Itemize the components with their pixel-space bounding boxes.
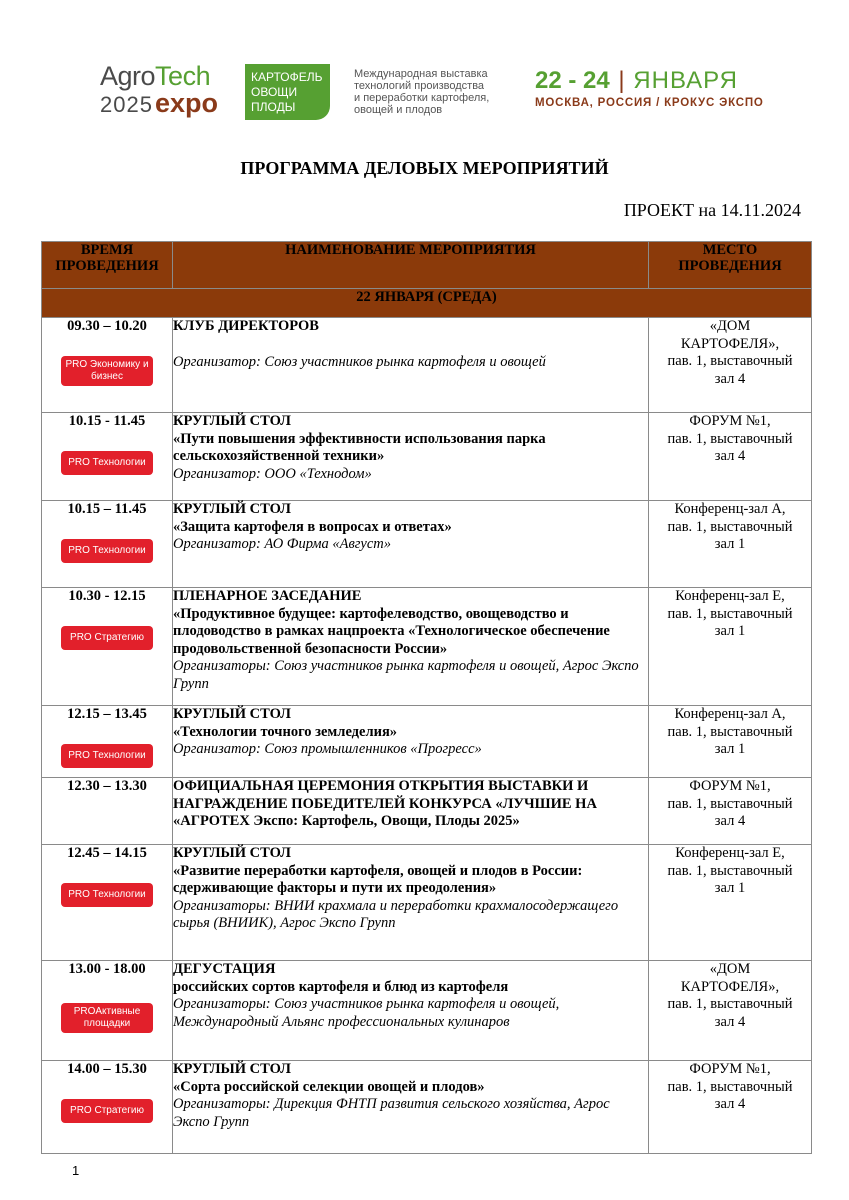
event-time: 10.30 - 12.15 <box>68 588 146 604</box>
event-place-line: «ДОМ <box>709 961 751 977</box>
event-place-line: «ДОМ <box>709 318 751 334</box>
draft-date: ПРОЕКТ на 14.11.2024 <box>623 200 801 220</box>
track-badge <box>61 626 153 650</box>
event-title: «Сорта российской селекции овощей и плодов» <box>173 1078 485 1095</box>
event-time: 09.30 – 10.20 <box>67 318 147 334</box>
exhibition-topics-box <box>245 64 330 120</box>
event-place-line: Конференц-зал А, <box>674 501 786 517</box>
date-range: 22 - 24 <box>535 67 610 94</box>
event-type: ДЕГУСТАЦИЯ <box>173 961 276 977</box>
table-row <box>42 1061 812 1154</box>
event-place-line: зал 4 <box>714 813 746 829</box>
event-name-cell <box>173 501 649 588</box>
event-name-cell <box>173 706 649 778</box>
track-badge <box>61 451 153 475</box>
event-title: российских сортов картофеля и блюд из картофеля <box>173 978 509 995</box>
event-place-line: пав. 1, выставочный <box>667 605 793 622</box>
track-badge <box>61 883 153 907</box>
event-title: ОФИЦИАЛЬНАЯ ЦЕРЕМОНИЯ ОТКРЫТИЯ ВЫСТАВКИ И НАГРАЖДЕНИЕ ПОБЕДИТЕЛЕЙ КОНКУРСА «ЛУЧШИЕ НА «АГРОТЕХ Экспо: Картофель, Овощи, Плоды 2025» <box>173 778 597 829</box>
event-organizer: Организатор: ООО «Технодом» <box>173 465 372 482</box>
event-organizer: Организаторы: ВНИИ крахмала и переработки крахмалосодержащего сырья (ВНИИК), Агрос Экспо Групп <box>173 897 619 931</box>
event-time: 13.00 - 18.00 <box>68 961 146 977</box>
event-place-cell <box>649 845 812 961</box>
program-table <box>41 241 812 1154</box>
day-row <box>42 289 812 318</box>
event-place-cell <box>649 706 812 778</box>
track-badge <box>61 356 153 386</box>
event-time: 14.00 – 15.30 <box>67 1061 147 1077</box>
track-badge <box>61 1099 153 1123</box>
exhibition-location: МОСКВА, РОССИЯ / КРОКУС ЭКСПО <box>535 97 764 109</box>
event-name-cell <box>173 845 649 961</box>
event-time-cell <box>42 318 173 413</box>
event-place-cell <box>649 588 812 706</box>
track-badge-line: PRO Технологии <box>68 456 146 468</box>
track-badge <box>61 539 153 563</box>
event-place-line: КАРТОФЕЛЯ», <box>680 335 780 352</box>
event-place-line: пав. 1, выставочный <box>667 996 793 1012</box>
event-time: 12.15 – 13.45 <box>67 706 147 722</box>
event-type: КРУГЛЫЙ СТОЛ <box>173 501 291 517</box>
topic-vegetables: ОВОЩИ <box>251 85 298 99</box>
description-line: Международная выставка <box>354 68 488 80</box>
topic-potato: КАРТОФЕЛЬ <box>251 70 323 84</box>
logo-expo: expo <box>154 88 218 118</box>
event-time-cell <box>42 778 173 845</box>
event-name-cell <box>173 413 649 501</box>
event-time-cell <box>42 588 173 706</box>
event-name-cell <box>173 778 649 845</box>
event-place-line: Конференц-зал Е, <box>675 845 785 861</box>
event-place-line: зал 4 <box>714 448 746 464</box>
event-place-line: зал 1 <box>714 741 746 757</box>
page-number: 1 <box>72 1163 80 1178</box>
event-time-cell <box>42 501 173 588</box>
event-place-line: Конференц-зал А, <box>674 706 786 722</box>
event-type: КЛУБ ДИРЕКТОРОВ <box>173 318 319 334</box>
event-place-line: пав. 1, выставочный <box>667 430 793 447</box>
event-place-line: пав. 1, выставочный <box>667 353 793 369</box>
event-place-line: зал 4 <box>714 1096 746 1112</box>
description-line: технологий производства <box>354 80 485 92</box>
event-title: «Защита картофеля в вопросах и ответах» <box>173 518 452 535</box>
event-place-line: пав. 1, выставочный <box>667 795 793 812</box>
track-badge-line: PRO Стратегию <box>70 1104 144 1116</box>
event-title: «Технологии точного земледелия» <box>173 723 398 740</box>
event-place-line: Конференц-зал Е, <box>675 588 785 604</box>
event-place-cell <box>649 778 812 845</box>
event-place-line: ФОРУМ №1, <box>689 413 771 429</box>
track-badge-line: площадки <box>83 1017 131 1029</box>
event-place-line: ФОРУМ №1, <box>689 1061 771 1077</box>
event-time-cell <box>42 961 173 1061</box>
exhibition-dates <box>535 67 780 109</box>
logo-tech: Tech <box>155 61 211 91</box>
event-time: 10.15 – 11.45 <box>67 501 147 517</box>
table-row <box>42 588 812 706</box>
event-organizer: Организатор: АО Фирма «Август» <box>173 536 392 552</box>
event-place-line: зал 4 <box>714 370 746 387</box>
track-badge-line: PRO Экономику и <box>65 358 149 370</box>
event-time-cell <box>42 1061 173 1154</box>
document-title: ПРОГРАММА ДЕЛОВЫХ МЕРОПРИЯТИЙ <box>240 158 609 178</box>
event-title: «Пути повышения эффективности использования парка сельскохозяйственной техники» <box>173 430 546 464</box>
event-place-line: пав. 1, выставочный <box>667 723 793 740</box>
event-place-line: зал 4 <box>714 1013 746 1030</box>
event-place-cell <box>649 1061 812 1154</box>
event-organizer: Организатор: Союз участников рынка картофеля и овощей <box>173 353 546 370</box>
event-organizer: Организаторы: Союз участников рынка картофеля и овощей, Агрос Экспо Групп <box>173 658 639 692</box>
event-organizer: Организаторы: Дирекция ФНТП развития сельского хозяйства, Агрос Экспо Групп <box>173 1096 610 1130</box>
table-row <box>42 961 812 1061</box>
header-place-line: МЕСТО <box>702 242 758 258</box>
event-place-cell <box>649 413 812 501</box>
event-time-cell <box>42 413 173 501</box>
event-time-cell <box>42 845 173 961</box>
logo-agro: Agro <box>100 61 156 91</box>
event-name-cell <box>173 588 649 706</box>
event-name-cell <box>173 1061 649 1154</box>
event-type: ПЛЕНАРНОЕ ЗАСЕДАНИЕ <box>173 588 362 604</box>
event-title: «Продуктивное будущее: картофелеводство, овощеводство и плодоводство в рамках нацпроекта «Технологическое обеспечение продовольственной безопасности России» <box>173 605 610 657</box>
event-place-line: пав. 1, выставочный <box>667 518 793 535</box>
page-header <box>100 62 780 120</box>
track-badge <box>61 744 153 768</box>
event-type: КРУГЛЫЙ СТОЛ <box>173 1061 291 1077</box>
agrotech-logo <box>100 62 240 121</box>
header-time-line: ПРОВЕДЕНИЯ <box>55 258 159 274</box>
header-event-name: НАИМЕНОВАНИЕ МЕРОПРИЯТИЯ <box>173 242 649 289</box>
track-badge-line: PRO Технологии <box>68 544 146 556</box>
track-badge <box>61 1003 153 1033</box>
table-header-row <box>42 242 812 289</box>
event-place-line: пав. 1, выставочный <box>667 1078 793 1095</box>
table-row <box>42 778 812 845</box>
event-type: КРУГЛЫЙ СТОЛ <box>173 413 291 429</box>
event-type: КРУГЛЫЙ СТОЛ <box>173 706 291 722</box>
table-row <box>42 845 812 961</box>
event-place-cell <box>649 961 812 1061</box>
track-badge-line: PROАктивные <box>73 1005 141 1017</box>
event-title: «Развитие переработки картофеля, овощей и плодов в России: сдерживающие факторы и пути их преодоления» <box>173 862 583 896</box>
track-badge-line: PRO Технологии <box>68 888 146 900</box>
event-place-line: пав. 1, выставочный <box>667 862 793 879</box>
event-place-line: ФОРУМ №1, <box>689 778 771 794</box>
event-time: 12.30 – 13.30 <box>67 778 147 794</box>
track-badge-line: бизнес <box>91 370 123 382</box>
header-place-line: ПРОВЕДЕНИЯ <box>678 258 782 274</box>
table-row <box>42 413 812 501</box>
track-badge-line: PRO Технологии <box>68 749 146 761</box>
event-organizer: Организаторы: Союз участников рынка картофеля и овощей, Международный Альянс профессиональных кулинаров <box>173 996 560 1030</box>
day-label: 22 ЯНВАРЯ (СРЕДА) <box>42 289 812 318</box>
event-name-cell <box>173 961 649 1061</box>
event-time-cell <box>42 706 173 778</box>
description-line: и переработки картофеля, <box>354 92 490 104</box>
exhibition-description <box>354 68 529 116</box>
date-separator: | <box>618 67 625 94</box>
event-place-line: зал 1 <box>714 536 746 552</box>
event-name-cell <box>173 318 649 413</box>
event-organizer: Организатор: Союз промышленников «Прогресс» <box>173 741 482 757</box>
event-place-line: КАРТОФЕЛЯ», <box>680 978 780 995</box>
topic-fruits: ПЛОДЫ <box>251 100 296 114</box>
header-time-line: ВРЕМЯ <box>80 242 134 258</box>
event-time: 12.45 – 14.15 <box>67 845 147 861</box>
event-time: 10.15 - 11.45 <box>68 413 146 429</box>
event-place-cell <box>649 318 812 413</box>
table-row <box>42 318 812 413</box>
event-type: КРУГЛЫЙ СТОЛ <box>173 845 291 861</box>
track-badge-line: PRO Стратегию <box>70 631 144 643</box>
header-place <box>649 242 812 289</box>
header-time <box>42 242 173 289</box>
description-line: овощей и плодов <box>354 104 443 116</box>
date-month: ЯНВАРЯ <box>633 67 738 94</box>
event-place-cell <box>649 501 812 588</box>
event-place-line: зал 1 <box>714 880 746 896</box>
logo-year: 2025 <box>100 92 153 117</box>
table-row <box>42 501 812 588</box>
event-place-line: зал 1 <box>714 623 746 639</box>
table-row <box>42 706 812 778</box>
